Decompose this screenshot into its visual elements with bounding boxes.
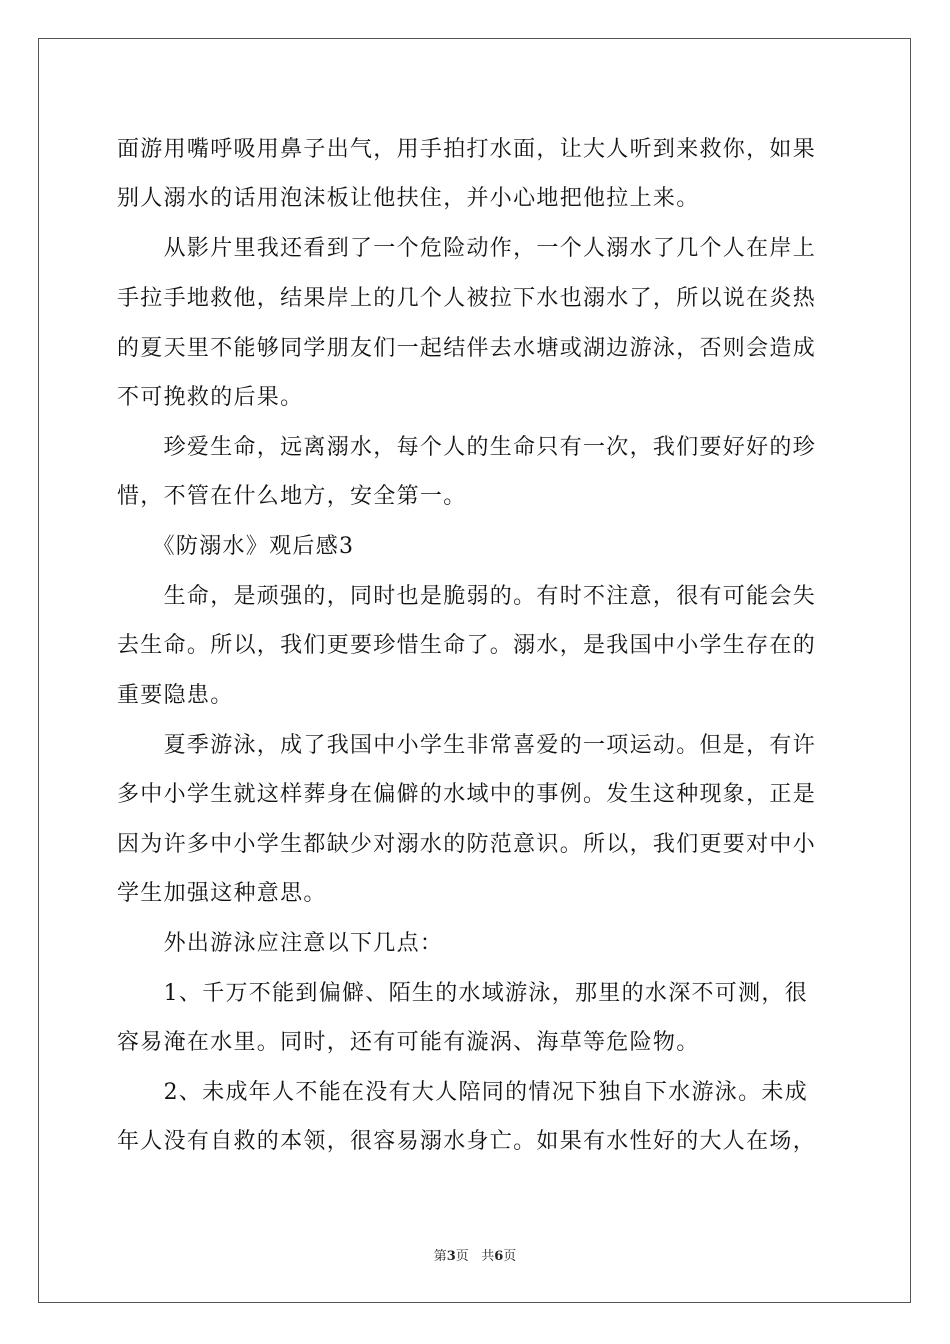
page-suffix: 页	[455, 1249, 469, 1264]
page-total: 6	[494, 1249, 504, 1264]
text-line: 多中小学生就这样葬身在偏僻的水域中的事例。发生这种现象，正是	[117, 782, 817, 807]
page-border	[38, 38, 911, 1303]
text-line: 惜，不管在什么地方，安全第一。	[117, 484, 467, 509]
text-line: 生命，是顽强的，同时也是脆弱的。有时不注意，很有可能会失	[117, 584, 817, 609]
text-line: 的夏天里不能够同学朋友们一起结伴去水塘或湖边游泳，否则会造成	[117, 336, 817, 361]
page-prefix: 第	[433, 1249, 447, 1264]
text-line: 重要隐患。	[117, 683, 234, 708]
text-line: 学生加强这种意思。	[117, 881, 327, 906]
text-line: 2、未成年人不能在没有大人陪同的情况下独自下水游泳。未成	[117, 1080, 808, 1105]
text-line: 因为许多中小学生都缺少对溺水的防范意识。所以，我们更要对中小	[117, 832, 817, 857]
text-line: 从影片里我还看到了一个危险动作，一个人溺水了几个人在岸上	[117, 236, 817, 261]
text-line: 夏季游泳，成了我国中小学生非常喜爱的一项运动。但是，有许	[117, 733, 817, 758]
text-line: 容易淹在水里。同时，还有可能有漩涡、海草等危险物。	[117, 1030, 700, 1055]
text-line: 珍爱生命，远离溺水，每个人的生命只有一次，我们要好好的珍	[117, 435, 817, 460]
text-line: 年人没有自救的本领，很容易溺水身亡。如果有水性好的大人在场，	[117, 1129, 817, 1154]
text-line: 不可挽救的后果。	[117, 385, 304, 410]
total-prefix: 共	[481, 1249, 495, 1264]
text-line: 1、千万不能到偏僻、陌生的水域游泳，那里的水深不可测，很	[117, 981, 808, 1006]
page-current: 3	[446, 1249, 456, 1264]
text-line: 面游用嘴呼吸用鼻子出气，用手拍打水面，让大人听到来救你，如果	[117, 137, 817, 162]
text-line: 手拉手地救他，结果岸上的几个人被拉下水也溺水了，所以说在炎热	[117, 286, 817, 311]
text-line: 外出游泳应注意以下几点：	[117, 931, 444, 956]
total-suffix: 页	[503, 1249, 517, 1264]
text-line: 别人溺水的话用泡沫板让他扶住，并小心地把他拉上来。	[117, 186, 700, 211]
section-heading: 《防溺水》观后感3	[117, 534, 355, 559]
page-footer	[0, 1248, 950, 1266]
text-line: 去生命。所以，我们更要珍惜生命了。溺水，是我国中小学生存在的	[117, 633, 817, 658]
